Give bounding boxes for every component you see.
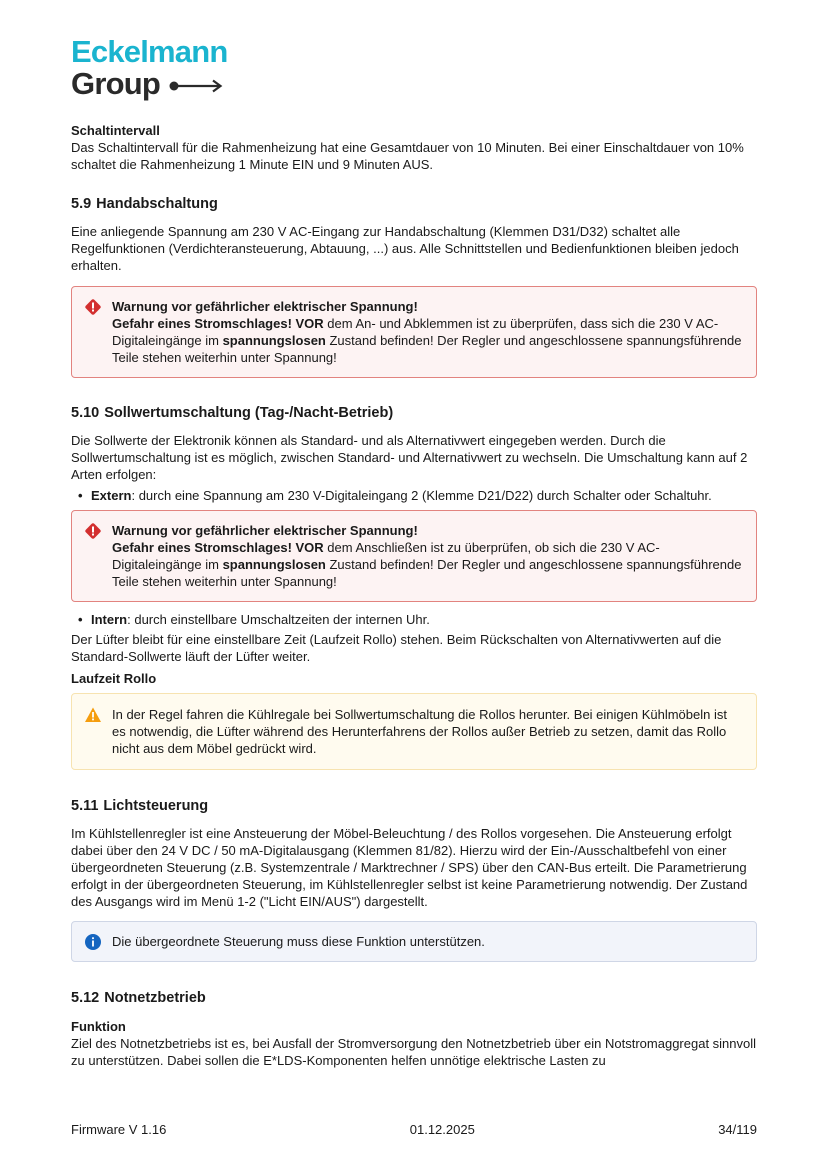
caution-box: [71, 693, 757, 770]
paragraph-handabschaltung: Eine anliegende Spannung am 230 V AC-Eingang zur Handabschaltung (Klemmen D31/D32) schaltet alle Regelfunktionen (Verdichteransteuerung, Abtauung, ...) aus. Alle Schnittstellen und Bedienfunktionen bleiben jedoch erhalten.: [71, 224, 739, 273]
paragraph-sollwert: Die Sollwerte der Elektronik können als Standard- und als Alternativwert eingegeben werden. Durch die Sollwertumschaltung ist es möglich, zwischen Standard- und Alternativwert zu wechseln. Die Umschaltung kann auf 2 Arten erfolgen:: [71, 433, 748, 482]
paragraph-notnetz: Ziel des Notnetzbetriebs ist es, bei Ausfall der Stromversorgung den Notnetzbetrieb über ein Notstromaggregat sinnvoll zu unterstützen. Dabei sollen die E*LDS-Komponenten helfen unnötige elektrische Lasten zu: [71, 1036, 757, 1068]
subheading-funktion: Funktion: [71, 1019, 126, 1034]
list-extern: [71, 487, 757, 504]
page-footer: [71, 1122, 757, 1137]
caution-triangle-icon: [84, 706, 102, 724]
paragraph-luefter: Der Lüfter bleibt für eine einstellbare Zeit (Laufzeit Rollo) stehen. Beim Rückschalten von Alternativwerten auf die Standard-Sollwerte läuft der Lüfter weiter.: [71, 632, 722, 664]
list-item: • Intern: durch einstellbare Umschaltzeiten der internen Uhr.: [71, 611, 757, 628]
company-logo: [71, 36, 228, 100]
footer-firmware: Firmware V 1.16: [71, 1122, 167, 1137]
page-content: [71, 122, 757, 1069]
warning-title: Warnung vor gefährlicher elektrischer Spannung!: [112, 523, 418, 538]
logo-line1: Eckelmann: [71, 34, 228, 69]
section-heading-5-12: 5.12 Notnetzbetrieb: [71, 990, 206, 1006]
info-text: Die übergeordnete Steuerung muss diese Funktion unterstützen.: [112, 934, 485, 949]
warning-diamond-icon: [84, 298, 102, 316]
section-heading-5-11: 5.11 Lichtsteuerung: [71, 798, 209, 814]
warning-box: [71, 510, 757, 602]
section-heading-5-9: 5.9 Handabschaltung: [71, 196, 218, 212]
paragraph-lichtsteuerung: Im Kühlstellenregler ist eine Ansteuerung der Möbel-Beleuchtung / des Rollos vorgesehen. Die Ansteuerung erfolgt dabei über den 24 V DC / 50 mA-Digitalausgang (Klemmen 81/82). Hierzu wird der Ein-/Ausschaltbefehl von einer übergeordneten Steuerung (z.B. Systemzentrale / Marktrechner / SPS) über den CAN-Bus erteilt. Die Parametrierung erfolgt in der übergeordneten Steuerung, im Kühlstellenregler selbst ist keine Parametrierung notwendig. Der Zustand des Ausgangs wird im Menü 1-2 ("Licht EIN/AUS") dargestellt.: [71, 826, 748, 909]
subheading-laufzeit-rollo: Laufzeit Rollo: [71, 671, 157, 686]
arrow-icon: [168, 79, 224, 93]
warning-box: [71, 286, 757, 378]
info-box: [71, 921, 757, 962]
logo-line2: Group: [71, 66, 160, 101]
caution-text: In der Regel fahren die Kühlregale bei Sollwertumschaltung die Rollos herunter. Bei einigen Kühlmöbeln ist es notwendig, die Lüfter während des Herunterfahrens der Rollos außer Betrieb zu setzen, damit das Rollo nicht aus dem Möbel gedrückt wird.: [112, 707, 727, 756]
footer-date: 01.12.2025: [409, 1122, 475, 1137]
subheading-schaltintervall: Schaltintervall: [71, 123, 160, 138]
section-heading-5-10: 5.10 Sollwertumschaltung (Tag-/Nacht-Betrieb): [71, 405, 394, 421]
list-intern: [71, 611, 757, 628]
warning-diamond-icon: [84, 522, 102, 540]
warning-text: Gefahr eines Stromschlages! VOR dem An- und Abklemmen ist zu überprüfen, dass sich die 230 V AC-Digitaleingänge im spannungslosen Zustand befinden! Der Regler und angeschlossene spannungsführende Teile stehen weiterhin unter Spannung!: [112, 316, 742, 365]
footer-page-number: 34/119: [718, 1122, 757, 1137]
warning-text: Gefahr eines Stromschlages! VOR dem Anschließen ist zu überprüfen, ob sich die 230 V AC-Digitaleingänge im spannungslosen Zustand befinden! Der Regler und angeschlossene spannungsführende Teile stehen weiterhin unter Spannung!: [112, 540, 742, 589]
paragraph-schaltintervall: Das Schaltintervall für die Rahmenheizung hat eine Gesamtdauer von 10 Minuten. Bei einer Einschaltdauer von 10% schaltet die Rahmenheizung 1 Minute EIN und 9 Minuten AUS.: [71, 140, 744, 172]
info-icon: [84, 933, 102, 951]
warning-title: Warnung vor gefährlicher elektrischer Spannung!: [112, 299, 418, 314]
list-item: • Extern: durch eine Spannung am 230 V-Digitaleingang 2 (Klemme D21/D22) durch Schalter oder Schaltuhr.: [71, 487, 757, 504]
